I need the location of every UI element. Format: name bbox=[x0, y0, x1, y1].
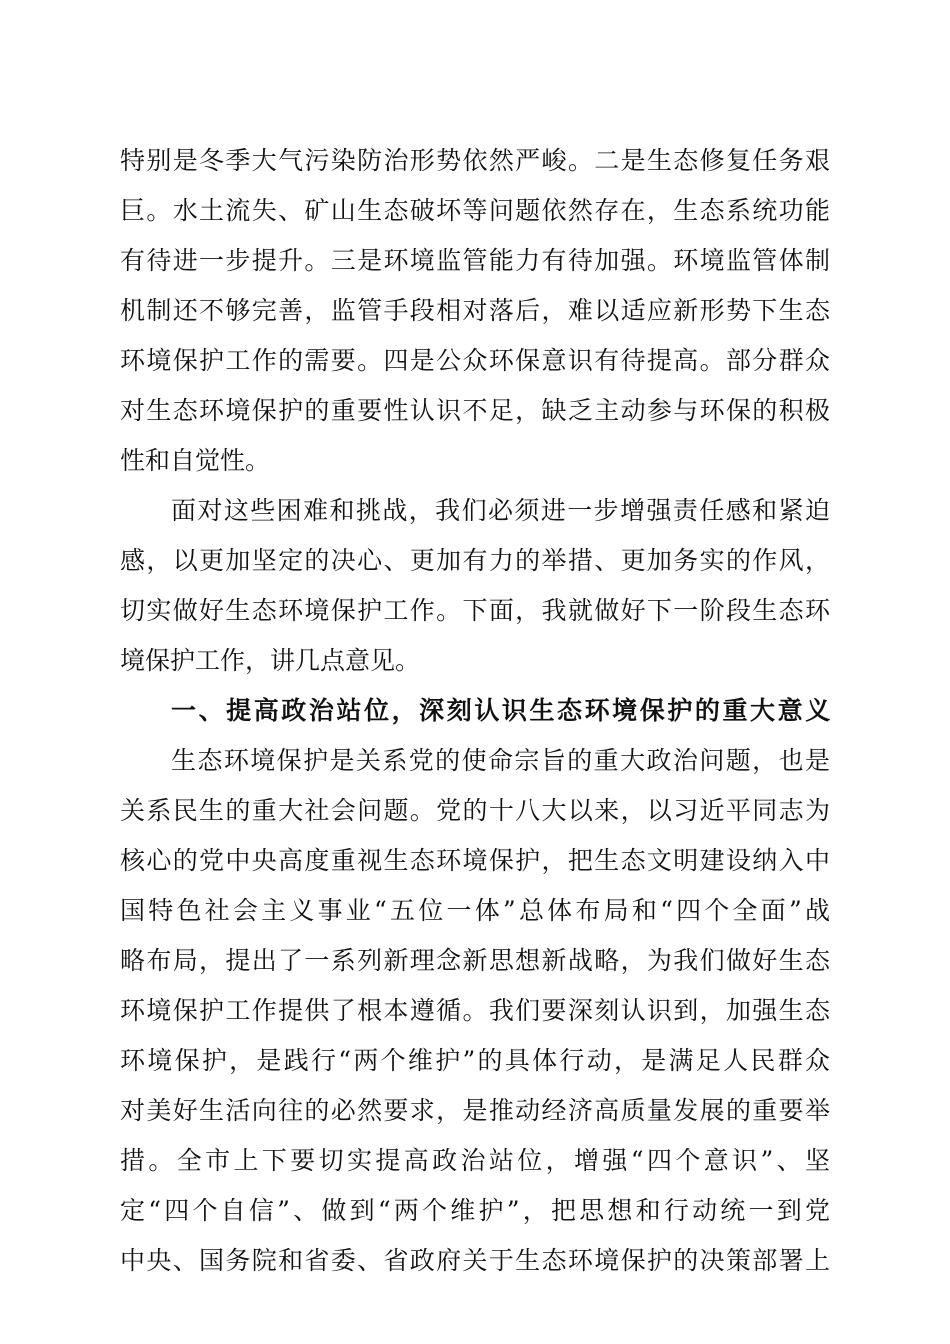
section-heading: 一、提高政治站位，深刻认识生态环境保护的重大意义 bbox=[171, 696, 830, 725]
paragraph-2-line-2: 感，以更加坚定的决心、更加有力的举措、更加务实的作风， bbox=[120, 546, 830, 575]
paragraph-1-line-1: 特别是冬季大气污染防治形势依然严峻。二是生态修复任务艰 bbox=[120, 146, 830, 175]
paragraph-1-line-4: 机制还不够完善，监管手段相对落后，难以适应新形势下生态 bbox=[120, 296, 830, 325]
paragraph-1-line-6: 对生态环境保护的重要性认识不足，缺乏主动参与环保的积极 bbox=[120, 396, 830, 425]
paragraph-2-line-3: 切实做好生态环境保护工作。下面，我就做好下一阶段生态环 bbox=[120, 596, 830, 625]
paragraph-3-line-3: 核心的党中央高度重视生态环境保护，把生态文明建设纳入中 bbox=[120, 846, 830, 875]
paragraph-3-line-5: 略布局，提出了一系列新理念新思想新战略，为我们做好生态 bbox=[120, 946, 830, 975]
paragraph-3-line-10: 定“四个自信”、做到“两个维护”，把思想和行动统一到党 bbox=[120, 1196, 830, 1225]
paragraph-3-line-11: 中央、国务院和省委、省政府关于生态环境保护的决策部署上 bbox=[120, 1246, 830, 1275]
paragraph-3-line-6: 环境保护工作提供了根本遵循。我们要深刻认识到，加强生态 bbox=[120, 996, 830, 1025]
paragraph-3-line-8: 对美好生活向往的必然要求，是推动经济高质量发展的重要举 bbox=[120, 1096, 830, 1125]
paragraph-3-line-2: 关系民生的重大社会问题。党的十八大以来，以习近平同志为 bbox=[120, 796, 830, 825]
paragraph-1-line-3: 有待进一步提升。三是环境监管能力有待加强。环境监管体制 bbox=[120, 246, 830, 275]
paragraph-3-line-9: 措。全市上下要切实提高政治站位，增强“四个意识”、坚 bbox=[120, 1146, 830, 1175]
paragraph-3-line-7: 环境保护，是践行“两个维护”的具体行动，是满足人民群众 bbox=[120, 1046, 830, 1075]
paragraph-1-line-7: 性和自觉性。 bbox=[120, 446, 271, 475]
paragraph-2-line-1: 面对这些困难和挑战，我们必须进一步增强责任感和紧迫 bbox=[171, 496, 830, 525]
paragraph-3-line-4: 国特色社会主义事业“五位一体”总体布局和“四个全面”战 bbox=[120, 896, 830, 925]
paragraph-1-line-2: 巨。水土流失、矿山生态破坏等问题依然存在，生态系统功能 bbox=[120, 196, 830, 225]
paragraph-2-line-4: 境保护工作，讲几点意见。 bbox=[120, 646, 421, 675]
paragraph-1-line-5: 环境保护工作的需要。四是公众环保意识有待提高。部分群众 bbox=[120, 346, 830, 375]
paragraph-3-line-1: 生态环境保护是关系党的使命宗旨的重大政治问题，也是 bbox=[171, 746, 830, 775]
